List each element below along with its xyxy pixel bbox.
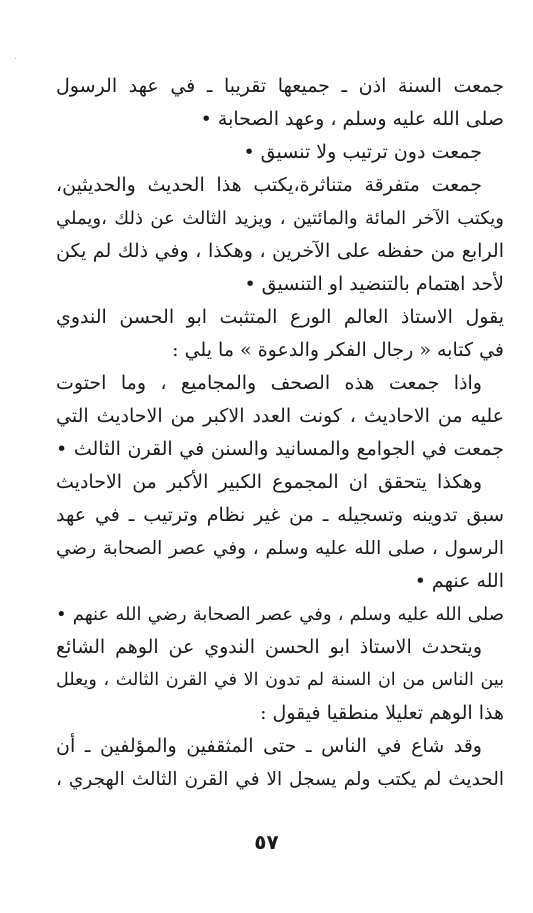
text-line: الرابع من حفظه على الآخرين ، وهكذا ، وفي ذلك لم يكن: [56, 240, 504, 262]
text-line: جمعت السنة اذن ـ جميعها تقريبا ـ في عهد الرسول: [56, 75, 504, 97]
text-line: عليه من الاحاديث ، كونت العدد الاكبر من الاحاديث التي: [56, 405, 504, 427]
text-line: واذا جمعت هذه الصحف والمجاميع ، وما احتوت: [56, 372, 482, 394]
text-line: ويكتب الآخر المائة والمائتين ، ويزيد الثالث عن ذلك ،ويملي: [56, 208, 504, 229]
text-line: صلى الله عليه وسلم ، وعهد الصحابة •: [200, 108, 504, 130]
text-line: بين الناس من ان السنة لم تدون الا في القرن الثالث ، ويعلل: [56, 670, 504, 690]
text-line: جمعت متفرقة متناثرة،يكتب هذا الحديث والحديثين،: [56, 174, 482, 196]
text-line: سبق تدوينه وتسجيله ـ من غير نظام وترتيب ـ في عهد: [56, 504, 504, 526]
text-line: وهكذا يتحقق ان المجموع الكبير الأكبر من الاحاديث: [56, 471, 482, 493]
margin-speck: ·: [14, 54, 18, 65]
text-line: الله عنهم •: [414, 570, 504, 592]
text-line: جمعت دون ترتيب ولا تنسيق •: [243, 141, 482, 163]
text-line: يقول الاستاذ العالم الورع المتثبت ابو الحسن الندوي: [56, 306, 504, 328]
text-line: في كتابه « رجال الفكر والدعوة » ما يلي :: [172, 339, 504, 361]
text-line: جمعت في الجوامع والمسانيد والسنن في القرن الثالث •: [56, 438, 504, 460]
page-number: ٥٧: [254, 830, 279, 854]
body-text: [56, 70, 504, 796]
text-line: صلى الله عليه وسلم ، وفي عصر الصحابة رضي الله عنهم •: [56, 604, 504, 625]
text-line: الرسول ، صلى الله عليه وسلم ، وفي عصر الصحابة رضي: [56, 538, 504, 559]
text-line: لأحد اهتمام بالتنضيد او التنسيق •: [244, 273, 504, 295]
text-line: ويتحدث الاستاذ ابو الحسن الندوي عن الوهم الشائع: [56, 636, 482, 658]
text-line: الحديث لم يكتب ولم يسجل الا في القرن الثالث الهجري ،: [56, 769, 504, 790]
text-line: هذا الوهم تعليلا منطقيا فيقول :: [260, 702, 504, 724]
text-line: وقد شاع في الناس ـ حتى المثقفين والمؤلفين ـ أن: [56, 735, 482, 757]
